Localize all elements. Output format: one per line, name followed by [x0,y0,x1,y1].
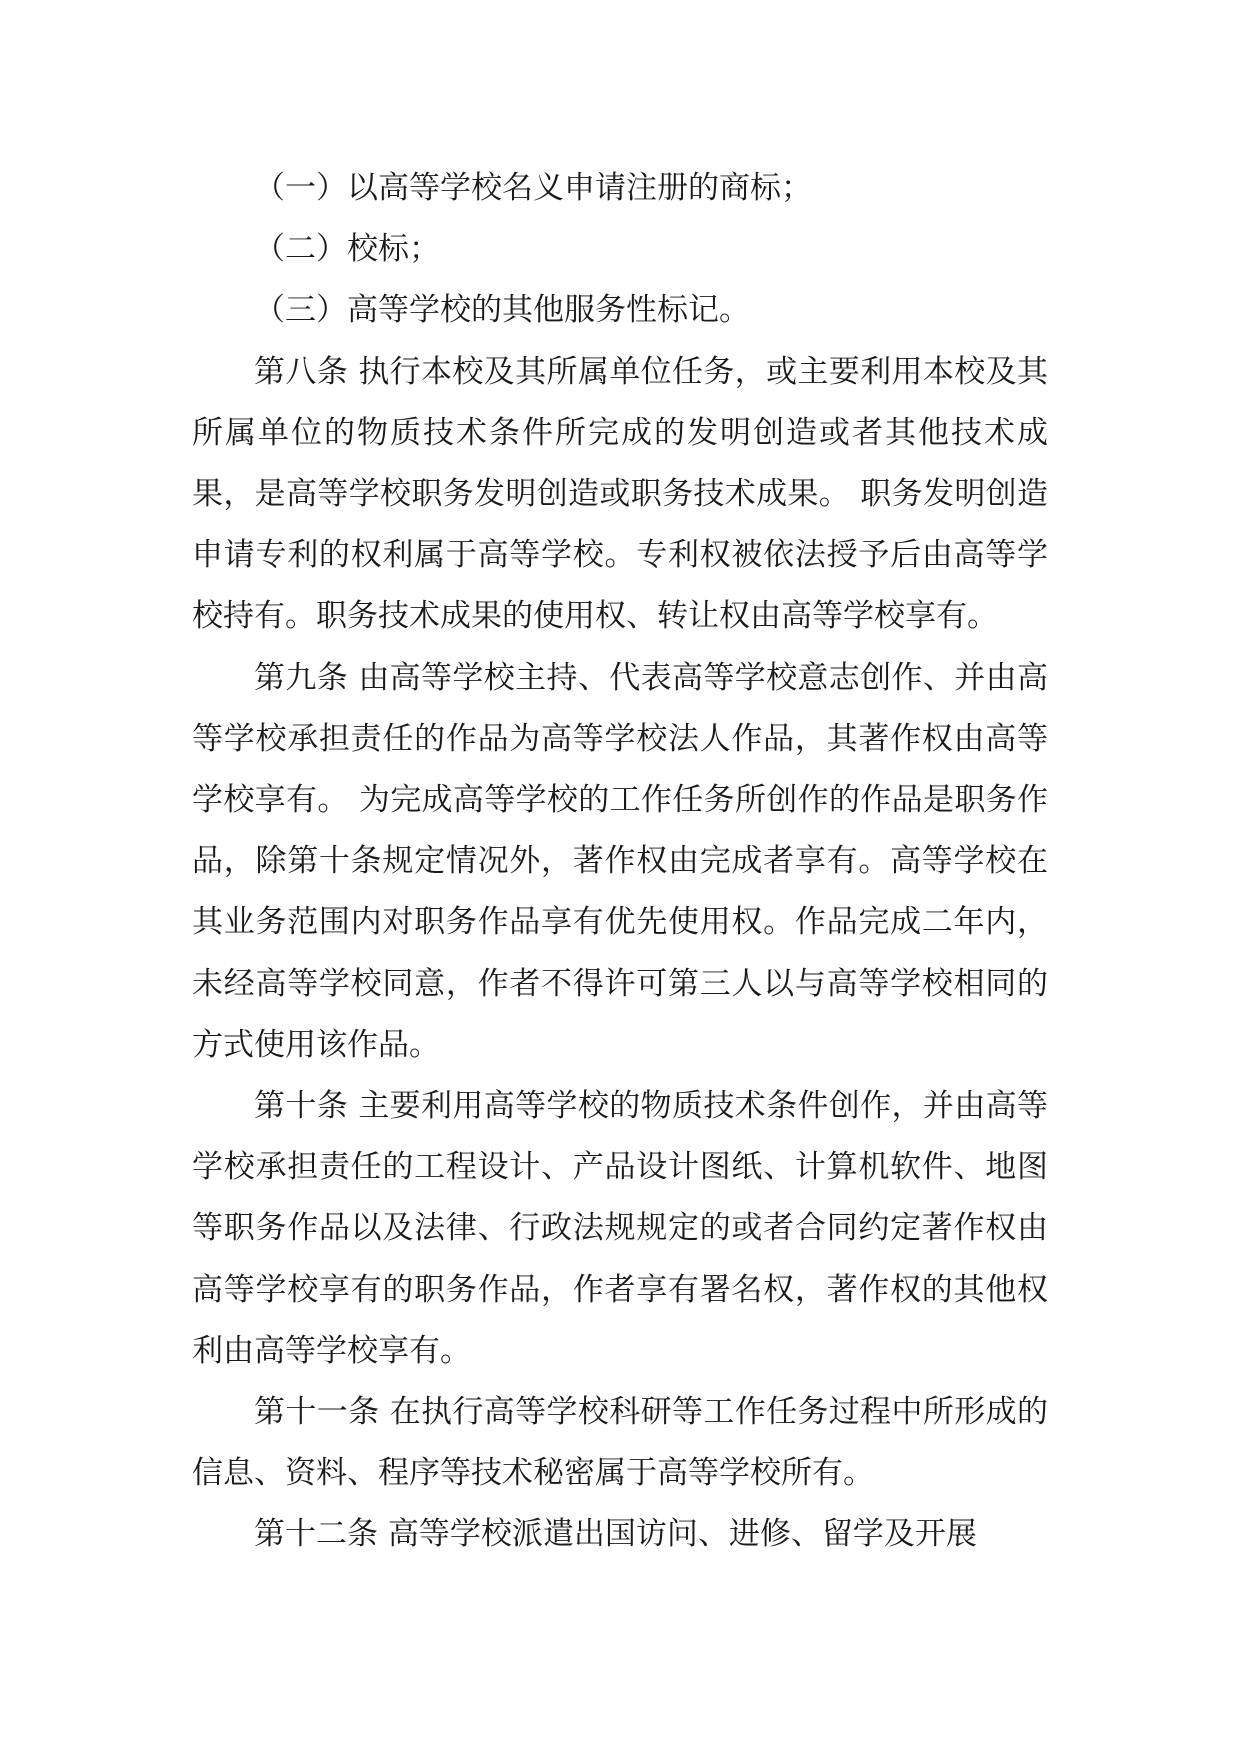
article-12: 第十二条 高等学校派遣出国访问、进修、留学及开展 [254,1516,977,1553]
list-item-school-emblem: （二）校标； [254,231,440,268]
article-10: 第十条 主要利用高等学校的物质技术条件创作，并由高等学校承担责任的工程设计、产品设计图纸、计算机软件、地图等职务作品以及法律、行政法规规定的或者合同约定著作权由高等学校享有的职务作品，作者享有署名权，著作权的其他权利由高等学校享有。 [192,1088,1048,1369]
list-item-service-marks: （三）高等学校的其他服务性标记。 [254,292,750,329]
article-11: 第十一条 在执行高等学校科研等工作任务过程中所形成的信息、资料、程序等技术秘密属于高等学校所有。 [192,1394,1048,1492]
article-9: 第九条 由高等学校主持、代表高等学校意志创作、并由高等学校承担责任的作品为高等学校法人作品，其著作权由高等学校享有。 为完成高等学校的工作任务所创作的作品是职务作品，除第十条规定情况外，著作权由完成者享有。高等学校在其业务范围内对职务作品享有优先使用权。作品完成二年内，未经高等学校同意，作者不得许可第三人以与高等学校相同的方式使用该作品。 [192,659,1048,1063]
document-page [192,158,1048,1566]
article-8: 第八条 执行本校及其所属单位任务，或主要利用本校及其所属单位的物质技术条件所完成的发明创造或者其他技术成果，是高等学校职务发明创造或职务技术成果。 职务发明创造申请专利的权利属于高等学校。专利权被依法授予后由高等学校持有。职务技术成果的使用权、转让权由高等学校享有。 [192,353,1048,635]
list-item-trademark: （一）以高等学校名义申请注册的商标； [254,170,812,206]
